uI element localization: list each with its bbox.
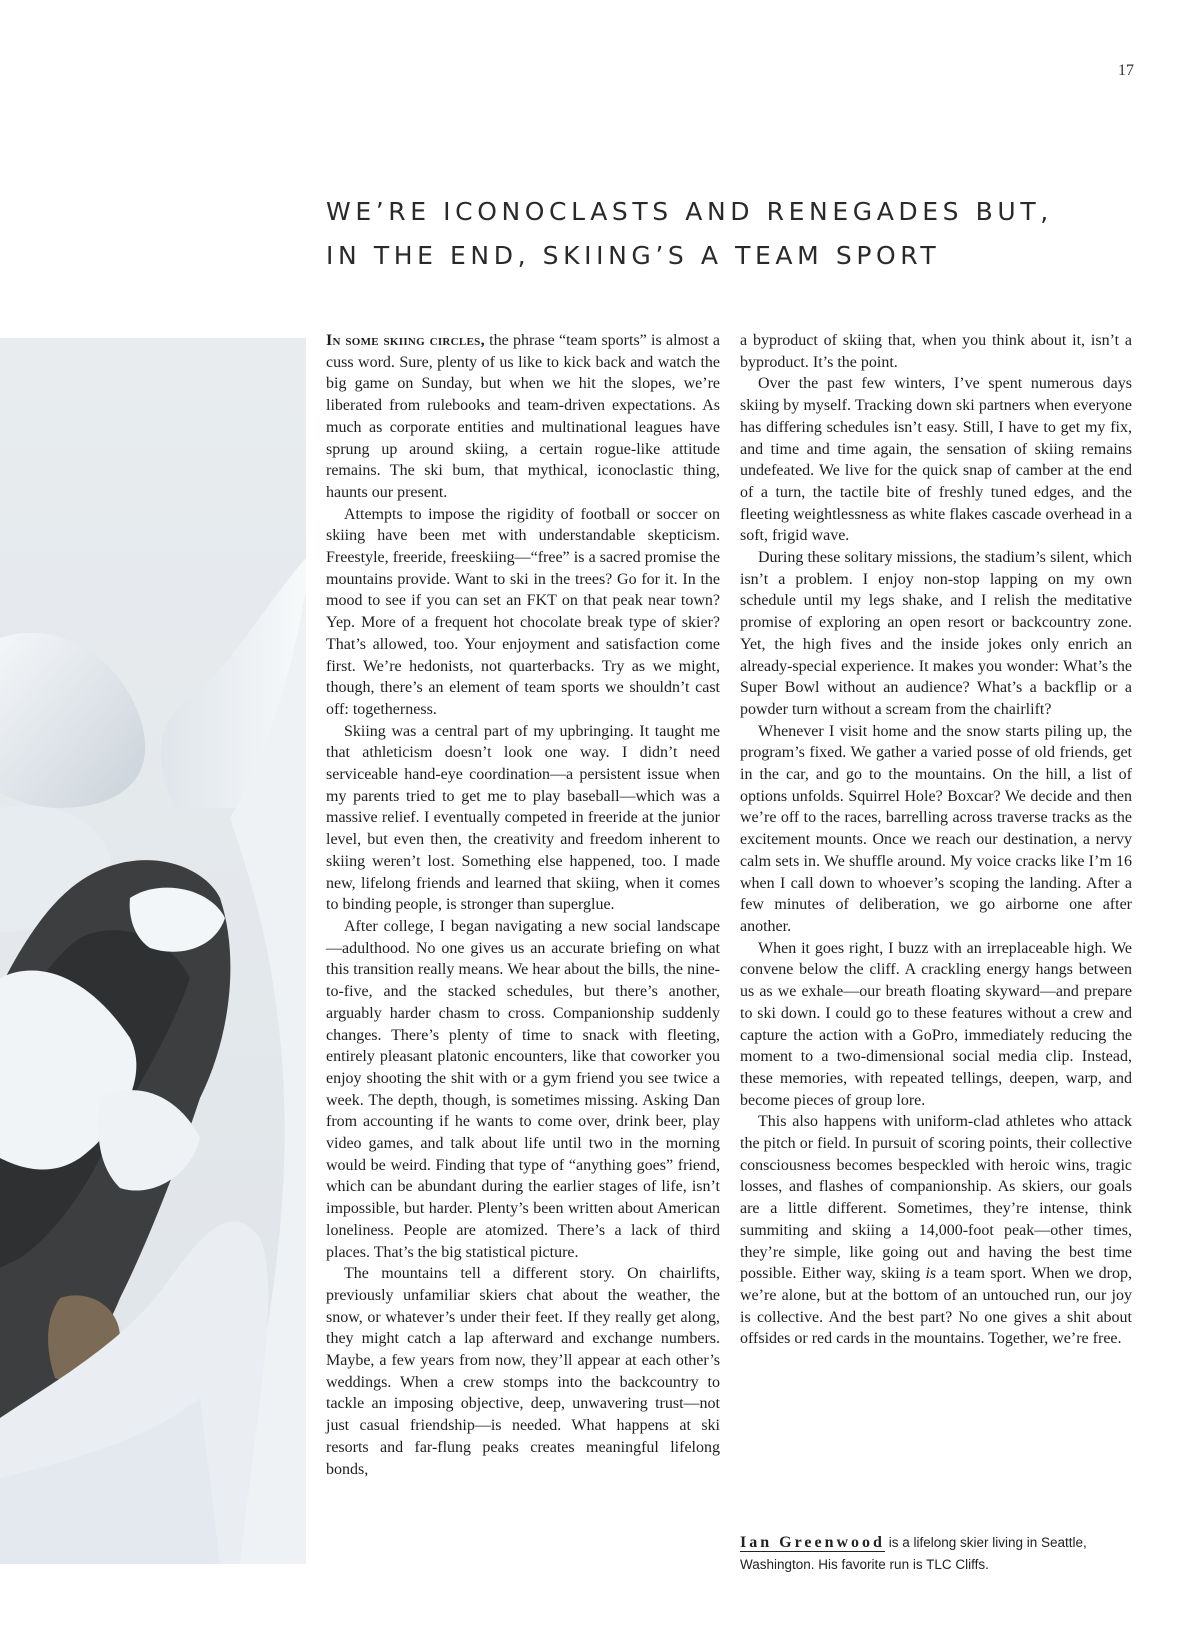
paragraph-10-text-b: a team sport. When we drop, we’re alone, but at the bottom of an untouched run, our joy is collective. And the best part? No one gives a shit about offsides or red cards in the mountains. Together, we’re free. <box>740 1265 1133 1348</box>
author-bio-text: is a lifelong skier living in Seattle, Washington. His favorite run is TLC Cliffs. <box>740 1535 1087 1572</box>
page-number: 17 <box>1118 62 1134 79</box>
headline-line-2: IN THE END, SKIING’S A TEAM SPORT <box>326 241 941 270</box>
article-paragraph-5-continued: a byproduct of skiing that, when you think about it, isn’t a byproduct. It’s the point. <box>740 332 1132 371</box>
article-paragraph-6: Over the past few winters, I’ve spent numerous days skiing by myself. Tracking down ski partners when everyone has differing schedules isn’t easy. Still, I have to get my fix, and time and time again, the sensation of skiing remains undefeated. We live for the quick snap of camber at the end of a turn, the tactile bite of freshly tuned edges, and the fleeting weightlessness as white flakes cascade overhead in a soft, frigid wave. <box>740 375 1132 545</box>
article-paragraph-8: Whenever I visit home and the snow starts piling up, the program’s fixed. We gather a varied posse of old friends, get in the car, and go to the mountains. On the hill, a list of options unfolds. Squirrel Hole? Boxcar? We decide and then we’re off to the races, barrelling across traverse tracks as the excitement mounts. Once we reach our destination, a nervy calm sets in. We shuffle around. My voice cracks like I’m 16 when I call down to whoever’s scoping the landing. After a few minutes of deliberation, we go airborne one after another. <box>740 722 1132 935</box>
snow-rock-photo <box>0 338 306 1564</box>
paragraph-1-text: the phrase “team sports” is almost a cuss word. Sure, plenty of us like to kick back and watch the big game on Sunday, but when we hit the slopes, we’re liberated from rulebooks and team-driven expectations. As much as corporate entities and multinational leagues have sprung up around skiing, a certain rogue-like attitude remains. The ski bum, that mythical, iconoclastic thing, haunts our present. <box>326 332 720 501</box>
headline-line-1: WE’RE ICONOCLASTS AND RENEGADES BUT, <box>326 197 1053 226</box>
article-column-right <box>740 330 1132 1350</box>
headline <box>326 190 1086 278</box>
article-column-left <box>326 330 720 1480</box>
article-paragraph-10 <box>740 1111 1132 1350</box>
author-bio <box>740 1532 1140 1576</box>
article-paragraph-1 <box>326 330 720 504</box>
article-paragraph-5: The mountains tell a different story. On chairlifts, previously unfamiliar skiers chat about the weather, the snow, or whatever’s under their feet. If they really get along, they might catch a lap afterward and exchange numbers. Maybe, a few years from now, they’ll appear at each other’s weddings. When a crew stomps into the backcountry to tackle an imposing objective, deep, unwavering trust—not just casual friendship—is needed. What happens at ski resorts and far-flung peaks creates meaningful lifelong bonds, <box>326 1265 720 1478</box>
author-name: Ian Greenwood <box>740 1534 885 1551</box>
article-paragraph-3: Skiing was a central part of my upbringing. It taught me that athleticism doesn’t look one way. I didn’t need serviceable hand-eye coordination—a persistent issue when my parents tried to get me to play baseball—which was a massive relief. I eventually competed in freeride at the junior level, but even then, the creativity and freedom inherent to skiing weren’t lost. Something else happened, too. I made new, lifelong friends and learned that skiing, when it comes to binding people, is stronger than superglue. <box>326 722 720 914</box>
article-paragraph-4: After college, I began navigating a new social landscape—adulthood. No one gives us an accurate briefing on what this transition really means. We hear about the bills, the nine-to-five, and the stacked schedules, but there’s another, arguably harder chasm to cross. Companionship suddenly changes. There’s plenty of time to snack with fleeting, entirely pleasant platonic encounters, like that coworker you enjoy shooting the shit with or a gym friend you see twice a week. The depth, though, is sometimes missing. Asking Dan from accounting if he wants to come over, drink beer, play video games, and talk about life until two in the morning would be weird. Finding that type of “anything goes” friend, which can be abundant during the earlier stages of life, isn’t impossible, but harder. Plenty’s been written about American loneliness. People are atomized. There’s a lack of third places. That’s the big statistical picture. <box>326 917 720 1261</box>
lead-in: In some skiing circles, <box>326 332 485 349</box>
article-paragraph-2: Attempts to impose the rigidity of football or soccer on skiing have been met with understandable skepticism. Freestyle, freeride, freeskiing—“free” is a sacred promise the mountains provide. Want to ski in the trees? Go for it. In the mood to see if you can set an FKT on that peak near town? Yep. More of a frequent hot chocolate break type of skier? That’s allowed, too. Your enjoyment and satisfaction come first. We’re hedonists, not quarterbacks. Try as we might, though, there’s an element of team sports we shouldn’t cast off: togetherness. <box>326 505 720 718</box>
paragraph-10-text-a: This also happens with uniform-clad athletes who attack the pitch or field. In pursuit of scoring points, their collective consciousness becomes bespeckled with heroic wins, tragic losses, and flashes of companionship. As skiers, our goals are a little different. Sometimes, they’re intense, think summiting and skiing a 14,000-foot peak—other times, they’re simple, like going out and having the best time possible. Either way, skiing <box>740 1113 1132 1283</box>
article-paragraph-7: During these solitary missions, the stadium’s silent, which isn’t a problem. I enjoy non-stop lapping on my own schedule until my legs shake, and I relish the meditative promise of exploring an open resort or backcountry zone. Yet, the high fives and the inside jokes only enrich an already-special experience. It makes you wonder: What’s the Super Bowl without an audience? What’s a backflip or a powder turn without a scream from the chairlift? <box>740 549 1132 718</box>
article-paragraph-9: When it goes right, I buzz with an irreplaceable high. We convene below the cliff. A crackling energy hangs between us as we exhale—our breath floating skyward—and prepare to ski down. I could go to these features without a crew and capture the action with a GoPro, immediately reducing the moment to a two-dimensional social media clip. Instead, these memories, with repeated tellings, deepen, warp, and become pieces of group lore. <box>740 939 1132 1109</box>
emphasis-is: is <box>925 1265 937 1283</box>
